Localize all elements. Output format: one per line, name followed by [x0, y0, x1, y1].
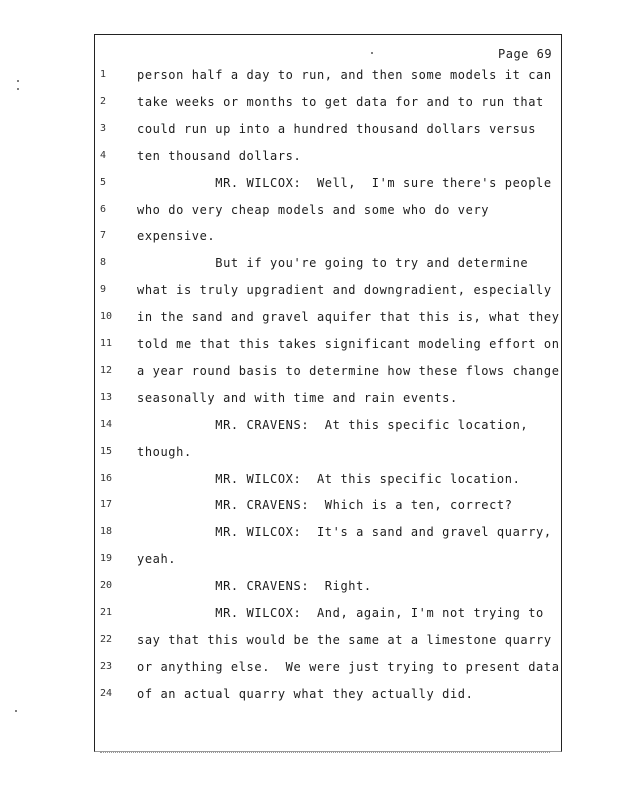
line-number: 8 — [100, 257, 107, 268]
transcript-line: though. — [137, 445, 192, 459]
line-number: 12 — [100, 365, 113, 376]
line-number: 21 — [100, 607, 113, 618]
transcript-line: But if you're going to try and determine — [137, 256, 529, 270]
transcript-line: what is truly upgradient and downgradient, especially — [137, 283, 552, 297]
scan-speckle — [371, 52, 373, 54]
transcript-line: MR. WILCOX: It's a sand and gravel quarry, — [137, 525, 552, 539]
transcript-line: MR. CRAVENS: Right. — [137, 579, 372, 593]
scan-speckle — [15, 710, 17, 712]
transcript-line: MR. WILCOX: Well, I'm sure there's people — [137, 176, 552, 190]
line-number: 1 — [100, 69, 107, 80]
transcript-line: a year round basis to determine how these flows change — [137, 364, 560, 378]
page-number: Page 69 — [498, 47, 553, 61]
line-number: 16 — [100, 473, 113, 484]
line-number: 13 — [100, 392, 113, 403]
line-number: 6 — [100, 204, 107, 215]
scan-footer-line — [100, 752, 550, 754]
line-number: 11 — [100, 338, 113, 349]
transcript-line: MR. WILCOX: And, again, I'm not trying to — [137, 606, 544, 620]
line-number: 5 — [100, 177, 107, 188]
line-number: 17 — [100, 499, 113, 510]
transcript-line: of an actual quarry what they actually did. — [137, 687, 474, 701]
line-number: 2 — [100, 96, 107, 107]
transcript-line: MR. WILCOX: At this specific location. — [137, 472, 521, 486]
transcript-line: could run up into a hundred thousand dollars versus — [137, 122, 537, 136]
line-number: 24 — [100, 688, 113, 699]
transcript-line: or anything else. We were just trying to present data — [137, 660, 560, 674]
transcript-line: told me that this takes significant modeling effort on — [137, 337, 560, 351]
transcript-line: who do very cheap models and some who do very — [137, 203, 490, 217]
transcript-line: MR. CRAVENS: Which is a ten, correct? — [137, 498, 513, 512]
transcript-line: say that this would be the same at a limestone quarry — [137, 633, 552, 647]
transcript-line: seasonally and with time and rain events. — [137, 391, 458, 405]
scan-speckle — [17, 88, 19, 90]
line-number: 7 — [100, 230, 107, 241]
line-number: 19 — [100, 553, 113, 564]
scan-speckle — [17, 80, 19, 82]
line-number: 4 — [100, 150, 107, 161]
line-number: 22 — [100, 634, 113, 645]
line-number: 14 — [100, 419, 113, 430]
line-number: 15 — [100, 446, 113, 457]
transcript-line: in the sand and gravel aquifer that this is, what they — [137, 310, 560, 324]
transcript-line: person half a day to run, and then some models it can — [137, 68, 552, 82]
line-number: 23 — [100, 661, 113, 672]
line-number: 3 — [100, 123, 107, 134]
transcript-line: take weeks or months to get data for and to run that — [137, 95, 544, 109]
line-number: 10 — [100, 311, 113, 322]
line-number: 20 — [100, 580, 113, 591]
transcript-line: expensive. — [137, 229, 216, 243]
transcript-line: MR. CRAVENS: At this specific location, — [137, 418, 529, 432]
transcript-line: ten thousand dollars. — [137, 149, 302, 163]
transcript-line: yeah. — [137, 552, 177, 566]
line-number: 9 — [100, 284, 107, 295]
line-number: 18 — [100, 526, 113, 537]
